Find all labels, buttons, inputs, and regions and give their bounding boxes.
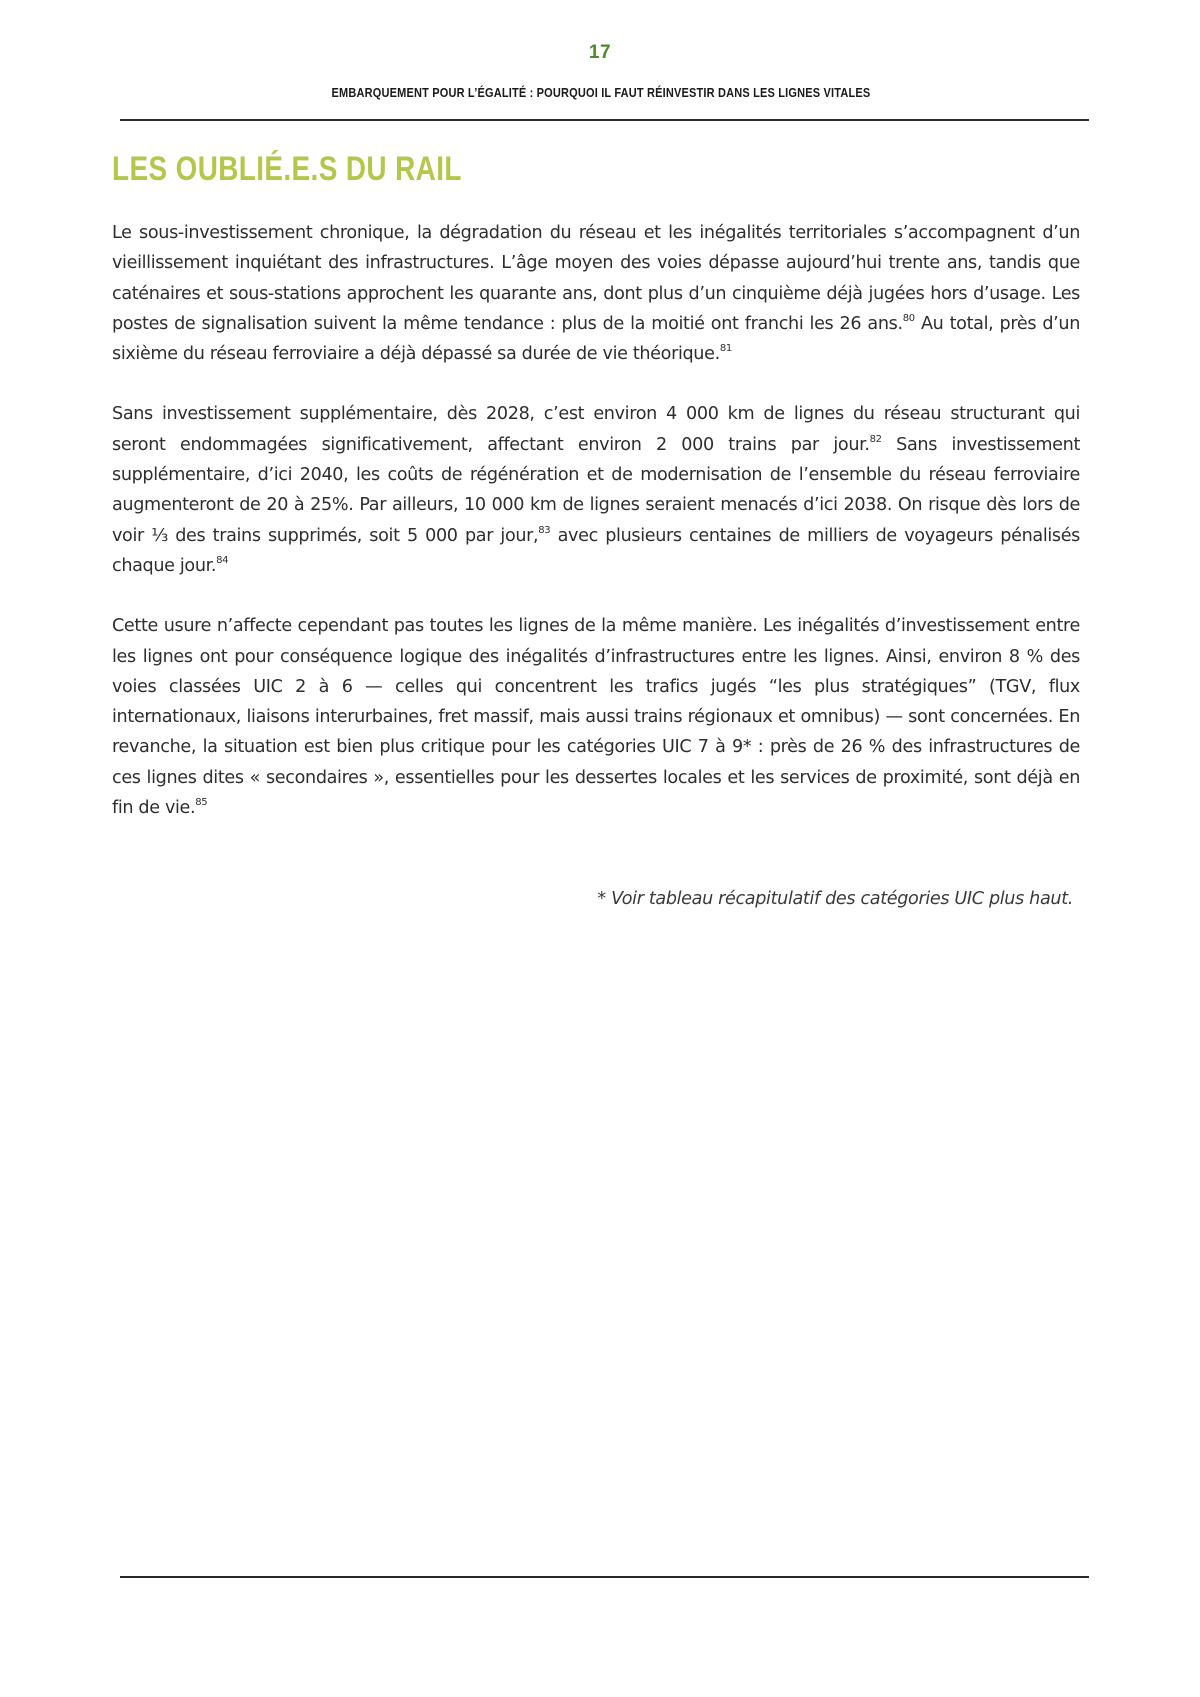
header-divider [120, 119, 1089, 121]
paragraph-text: Le sous-investissement chronique, la dégradation du réseau et les inégalités territoriales s’accompagnent d’un vieillissement inquiétant des infrastructures. L’âge moyen des voies dépasse aujourd’hui trente ans, tandis que caténaires et sous-stations approchent les quarante ans, dont plus d’un cinquième déjà jugées hors d’usage. Les postes de signalisation suivent la même tendance : plus de la moitié ont franchi les 26 ans. [112, 223, 1080, 334]
footer-divider [120, 1576, 1089, 1578]
footnote-ref[interactable]: 83 [538, 524, 551, 536]
footnote-ref[interactable]: 84 [216, 555, 229, 567]
body-text [112, 218, 1080, 853]
footnote-ref[interactable]: 82 [869, 433, 882, 445]
paragraph-text: Au total, près d’un sixième du réseau ferroviaire a déjà dépassé sa durée de vie théorique. [112, 313, 1080, 365]
paragraph-text: Sans investissement supplémentaire, d’ici 2040, les coûts de régénération et de modernisation de l’ensemble du réseau ferroviaire augmenteront de 20 à 25%. Par ailleurs, 10 000 km de lignes seraient menacés d’ici 2038. On risque dès lors de voir ⅓ des trains supprimés, soit 5 000 par jour, [112, 434, 1080, 546]
footnote-ref[interactable]: 85 [195, 797, 208, 809]
running-header: EMBARQUEMENT POUR L’ÉGALITÉ : POURQUOI IL FAUT RÉINVESTIR DANS LES LIGNES VITALES [331, 86, 871, 100]
paragraph-2 [112, 399, 1080, 581]
paragraph-3 [112, 611, 1080, 823]
paragraph-text: Cette usure n’affecte cependant pas toutes les lignes de la même manière. Les inégalités d’investissement entre les lignes ont pour conséquence logique des inégalités d’infrastructures entre les lignes. Ainsi, environ 8 % des voies classées UIC 2 à 6 — celles qui concentrent les trafics jugés “les plus stratégiques” (TGV, flux internationaux, liaisons interurbaines, fret massif, mais aussi trains régionaux et omnibus) — sont concernées. En revanche, la situation est bien plus critique pour les catégories UIC 7 à 9* : près de 26 % des infrastructures de ces lignes dites « secondaires », essentielles pour les dessertes locales et les services de proximité, sont déjà en fin de vie. [112, 616, 1080, 819]
paragraph-text: Sans investissement supplémentaire, dès 2028, c’est environ 4 000 km de lignes du réseau structurant qui seront endommagées significativement, affectant environ 2 000 trains par jour. [112, 404, 1080, 455]
footnote-ref[interactable]: 80 [902, 313, 915, 325]
footnote-ref[interactable]: 81 [719, 343, 732, 355]
page-number: 17 [588, 42, 612, 63]
section-title: LES OUBLIÉ.E.S DU RAIL [112, 150, 462, 188]
paragraph-text: avec plusieurs centaines de milliers de voyageurs pénalisés chaque jour. [112, 525, 1081, 576]
table-reference-note: * Voir tableau récapitulatif des catégories UIC plus haut. [597, 889, 1073, 909]
paragraph-1 [112, 218, 1080, 369]
